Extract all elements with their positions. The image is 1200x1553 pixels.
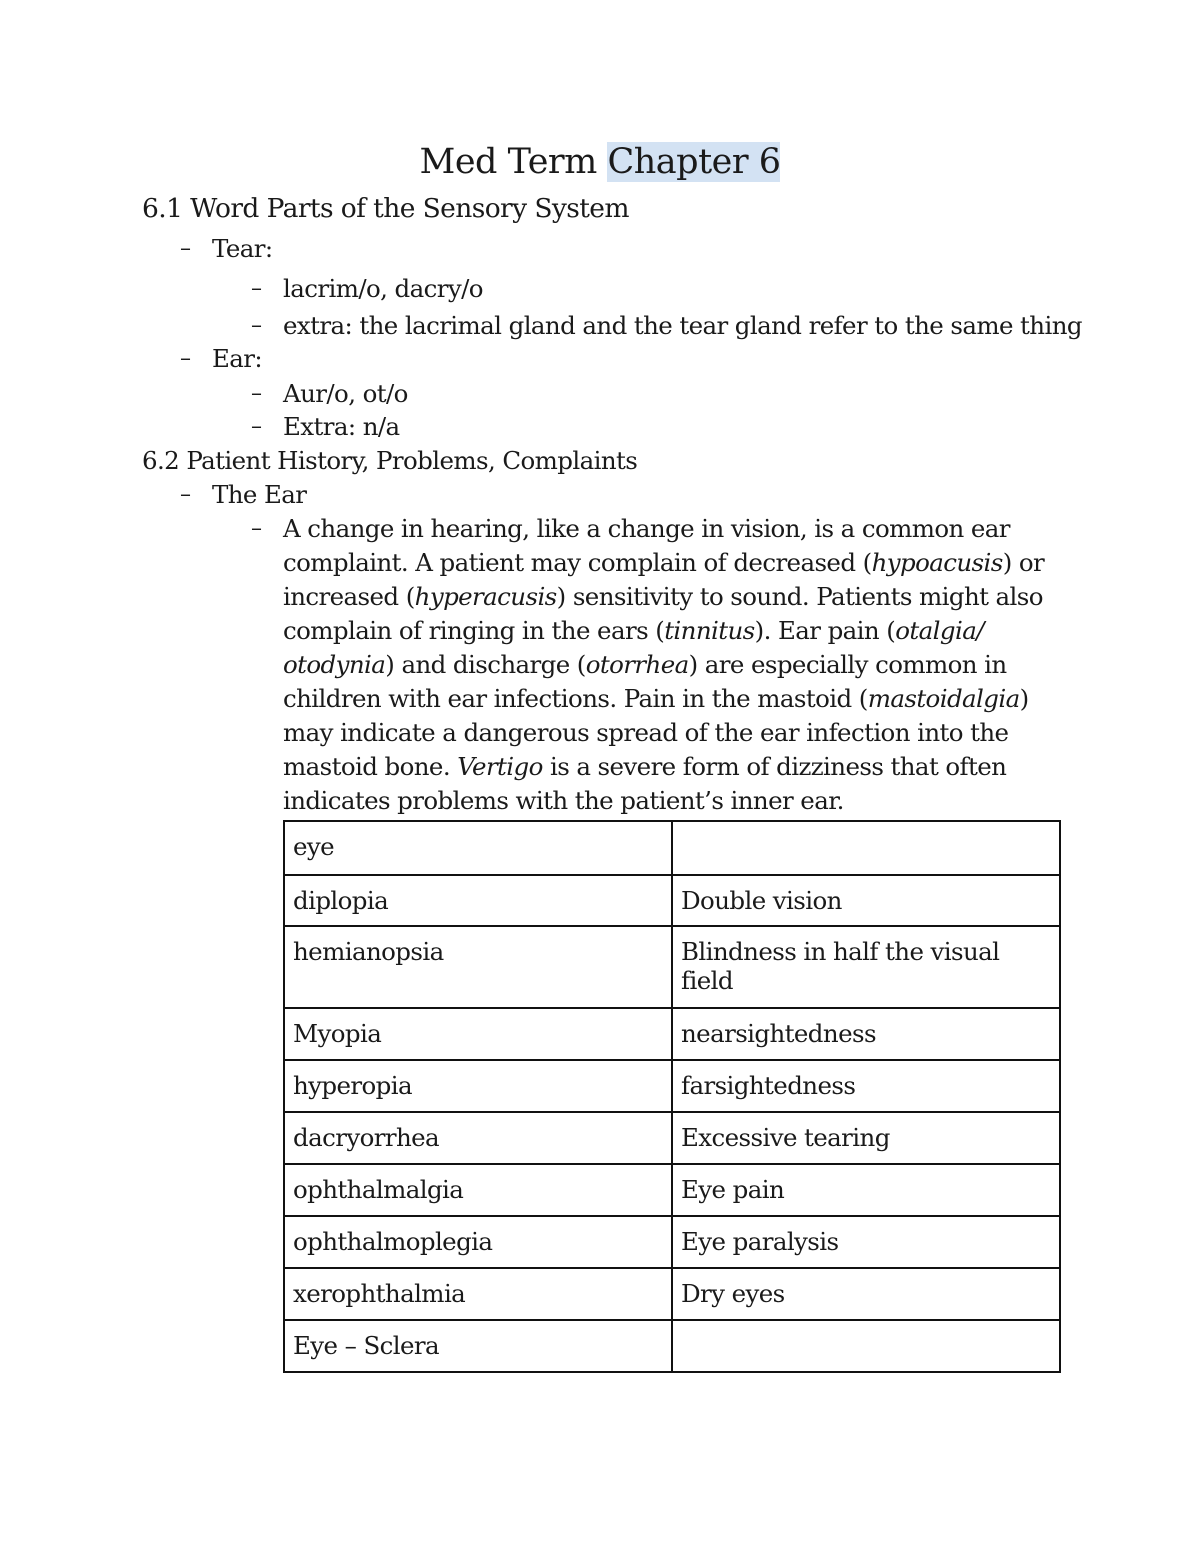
term-hyperacusis: hyperacusis — [414, 582, 557, 611]
list-bullet: – — [251, 381, 262, 406]
list-bullet: – — [251, 516, 262, 541]
table-cell-definition: Dry eyes — [672, 1268, 1060, 1320]
title-text: Med Term — [419, 142, 597, 182]
table-cell-term: hyperopia — [284, 1060, 672, 1112]
list-item-ear: Ear: — [212, 344, 263, 373]
table-cell-definition: Eye paralysis — [672, 1216, 1060, 1268]
table-cell-term: hemianopsia — [284, 926, 672, 1008]
table-row — [284, 1164, 1060, 1216]
table-cell-term: xerophthalmia — [284, 1268, 672, 1320]
table-cell-definition: Eye pain — [672, 1164, 1060, 1216]
term-vertigo: Vertigo — [457, 752, 543, 781]
term-tinnitus: tinnitus — [664, 616, 755, 645]
para-text: ) or increased ( — [283, 548, 1045, 611]
table-cell-definition: nearsightedness — [672, 1008, 1060, 1060]
page-title — [0, 138, 1200, 186]
table-row — [284, 1008, 1060, 1060]
para-text: ). Ear pain ( — [754, 616, 896, 645]
section-heading-6-1: 6.1 Word Parts of the Sensory System — [142, 193, 629, 224]
table-row — [284, 1216, 1060, 1268]
ear-complaints-paragraph — [283, 512, 1063, 818]
table-row — [284, 1268, 1060, 1320]
eye-terms-table — [283, 820, 1061, 1373]
table-row — [284, 1320, 1060, 1372]
list-bullet: – — [251, 276, 262, 301]
table-cell-term: Eye – Sclera — [284, 1320, 672, 1372]
table-cell-term: Myopia — [284, 1008, 672, 1060]
list-bullet: – — [251, 414, 262, 439]
table-cell-term: dacryorrhea — [284, 1112, 672, 1164]
list-bullet: – — [180, 346, 191, 371]
list-item-tear-extra: extra: the lacrimal gland and the tear gland refer to the same thing — [283, 311, 1082, 340]
table-cell-term: eye — [284, 821, 672, 875]
table-row — [284, 875, 1060, 926]
para-text: ) are especially common in children with ear infections. Pain in the mastoid ( — [283, 650, 1007, 713]
term-hypoacusis: hypoacusis — [871, 548, 1003, 577]
list-item-the-ear: The Ear — [212, 480, 307, 509]
table-cell-definition — [672, 1320, 1060, 1372]
table-row — [284, 926, 1060, 1008]
term-mastoidalgia: mastoidalgia — [867, 684, 1020, 713]
list-bullet: – — [180, 482, 191, 507]
term-otalgia: otalgia/ otodynia — [283, 616, 984, 679]
table-cell-term: ophthalmoplegia — [284, 1216, 672, 1268]
table-row — [284, 1060, 1060, 1112]
list-item-tear-roots: lacrim/o, dacry/o — [283, 274, 483, 303]
table-cell-definition: Double vision — [672, 875, 1060, 926]
table-row — [284, 821, 1060, 875]
para-text: ) sensitivity to sound. Patients might also complain of ringing in the ears ( — [283, 582, 1043, 645]
table-cell-definition — [672, 821, 1060, 875]
term-otorrhea: otorrhea — [585, 650, 689, 679]
para-text: A change in hearing, like a change in vision, is a common ear complaint. A patient may complain of decreased ( — [283, 514, 1010, 577]
table-row — [284, 1112, 1060, 1164]
table-cell-term: diplopia — [284, 875, 672, 926]
section-heading-6-2: 6.2 Patient History, Problems, Complaints — [142, 446, 638, 475]
list-bullet: – — [251, 313, 262, 338]
table-cell-definition: Excessive tearing — [672, 1112, 1060, 1164]
list-item-ear-extra: Extra: n/a — [283, 412, 400, 441]
table-cell-term: ophthalmalgia — [284, 1164, 672, 1216]
para-text: ) may indicate a dangerous spread of the ear infection into the mastoid bone. — [283, 684, 1029, 781]
para-text: ) and discharge ( — [385, 650, 586, 679]
list-bullet: – — [180, 236, 191, 261]
list-item-ear-roots: Aur/o, ot/o — [283, 379, 408, 408]
list-item-tear: Tear: — [212, 234, 273, 263]
para-text: is a severe form of dizziness that often indicates problems with the patient’s inner ear. — [283, 752, 1007, 815]
table-cell-definition: Blindness in half the visual field — [672, 926, 1060, 1008]
title-highlighted-text: Chapter 6 — [607, 142, 781, 182]
table-cell-definition: farsightedness — [672, 1060, 1060, 1112]
